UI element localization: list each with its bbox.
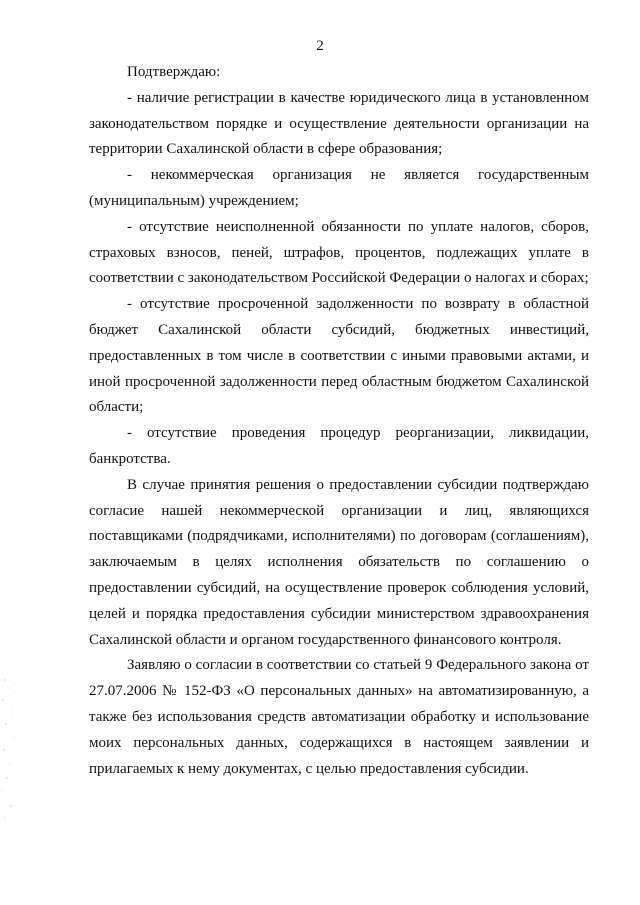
document-body (89, 60, 589, 782)
list-item-non-state: - некоммерческая организация не является государственным (муниципальным) учреждением; (89, 167, 589, 209)
page-number: 2 (316, 38, 324, 54)
list-item-no-tax-debt: - отсутствие неисполненной обязанности по уплате налогов, сборов, страховых взносов, пеней, штрафов, процентов, подлежащих уплате в соответствии с законодательством Российской Федерации о налогах и сборах; (89, 218, 589, 287)
scan-noise (0, 660, 30, 830)
confirm-heading: Подтверждаю: (127, 64, 221, 80)
list-item-registration: - наличие регистрации в качестве юридического лица в установленном законодательством порядке и осуществление деятельности организации на территории Сахалинской области в сфере образования; (89, 89, 589, 158)
paragraph-consent-to-checks: В случае принятия решения о предоставлении субсидии подтверждаю согласие нашей некоммерческой организации и лиц, являющихся поставщиками (подрядчиками, исполнителями) по договорам (соглашениям), заключаемым в целях исполнения обязательств по соглашению о предоставлении субсидий, на осуществление проверок соблюдения условий, целей и порядка предоставления субсидии министерством здравоохранения Сахалинской области и органом государственного финансового контроля. (89, 476, 589, 648)
paragraph-personal-data: Заявляю о согласии в соответствии со статьей 9 Федерального закона от 27.07.2006 № 152-ФЗ «О персональных данных» на автоматизированную, а также без использования средств автоматизации обработку и использование моих персональных данных, содержащихся в настоящем заявлении и прилагаемых к нему документах, с целью предоставления субсидии. (89, 657, 589, 777)
list-item-no-overdue-debt: - отсутствие просроченной задолженности по возврату в областной бюджет Сахалинской области субсидий, бюджетных инвестиций, предоставленных в том числе в соответствии с иными правовыми актами, и иной просроченной задолженности перед областным бюджетом Сахалинской области; (89, 296, 589, 416)
list-item-no-bankruptcy: - отсутствие проведения процедур реорганизации, ликвидации, банкротства. (89, 425, 589, 467)
